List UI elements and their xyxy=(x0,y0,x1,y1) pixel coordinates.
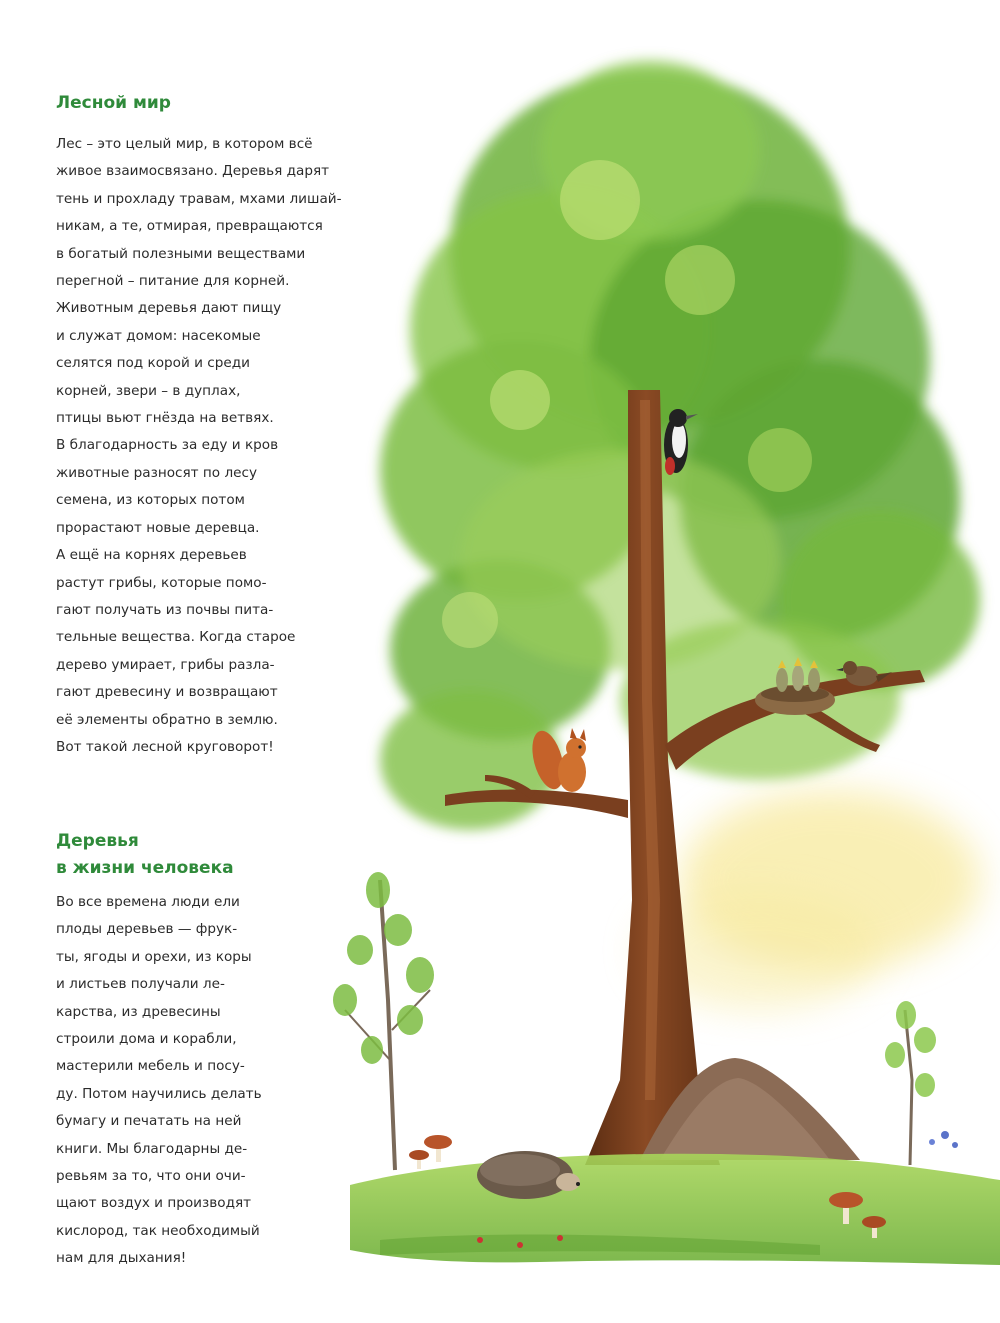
body-line: Вот такой лесной круговорот! xyxy=(56,738,274,755)
section-body-forest-world xyxy=(56,131,342,761)
young-birch-left xyxy=(333,872,434,1170)
body-line: ревьям за то, что они очи- xyxy=(56,1168,246,1185)
body-line: А ещё на корнях деревьев xyxy=(56,547,247,564)
body-line: дерево умирает, грибы разла- xyxy=(56,656,275,673)
body-line: птицы вьют гнёзда на ветвях. xyxy=(56,410,274,427)
section-heading-forest-world xyxy=(56,90,171,117)
body-line: бумагу и печатать на ней xyxy=(56,1113,242,1130)
body-line: тень и прохладу травам, мхами лишай- xyxy=(56,190,342,207)
body-line: живое взаимосвязано. Деревья дарят xyxy=(56,163,330,180)
body-line: карства, из древесины xyxy=(56,1003,221,1020)
body-line: нам для дыхания! xyxy=(56,1250,187,1267)
body-line: корней, звери – в дуплах, xyxy=(56,382,241,399)
body-line: растут грибы, которые помо- xyxy=(56,574,267,591)
body-line: В благодарность за еду и кров xyxy=(56,437,279,454)
body-line: Лес – это целый мир, в котором всё xyxy=(56,136,313,152)
sun-glow xyxy=(640,790,980,1010)
body-line: гают получать из почвы пита- xyxy=(56,601,274,618)
body-line: семена, из которых потом xyxy=(56,492,245,509)
body-line: строили дома и корабли, xyxy=(56,1031,237,1048)
body-line: книги. Мы благодарны де- xyxy=(56,1140,248,1157)
body-line: в богатый полезными веществами xyxy=(56,245,306,262)
body-line: Во все времена люди ели xyxy=(56,894,240,910)
body-line: животные разносят по лесу xyxy=(56,464,258,481)
body-line: и служат домом: насекомые xyxy=(56,327,261,344)
body-line: кислород, так необходимый xyxy=(56,1222,260,1239)
sapling-right xyxy=(885,1001,936,1165)
body-line: гают древесину и возвращают xyxy=(56,684,278,701)
heading-line: Лесной мир xyxy=(56,93,171,113)
body-line: перегной – питание для корней. xyxy=(56,273,290,290)
body-line: тельные вещества. Когда старое xyxy=(56,629,296,646)
body-line: ду. Потом научились делать xyxy=(56,1085,262,1102)
body-line: ты, ягоды и орехи, из коры xyxy=(56,948,252,965)
body-line: плоды деревьев — фрук- xyxy=(56,921,238,938)
body-line: щают воздух и производят xyxy=(56,1195,252,1212)
body-line: прорастают новые деревца. xyxy=(56,519,260,536)
heading-line: Деревья xyxy=(56,831,139,851)
section-body-trees-in-human-life xyxy=(56,889,262,1273)
heading-line: в жизни человека xyxy=(56,858,234,878)
body-line: и листьев получали ле- xyxy=(56,976,225,993)
section-heading-trees-in-human-life xyxy=(56,828,234,882)
body-line: никам, а те, отмирая, превращаются xyxy=(56,218,323,235)
grass-ground xyxy=(350,1154,1000,1265)
body-line: мастерили мебель и посу- xyxy=(56,1058,245,1075)
body-line: селятся под корой и среди xyxy=(56,355,251,372)
body-line: её элементы обратно в землю. xyxy=(56,711,278,728)
body-line: Животным деревья дают пищу xyxy=(56,300,282,317)
